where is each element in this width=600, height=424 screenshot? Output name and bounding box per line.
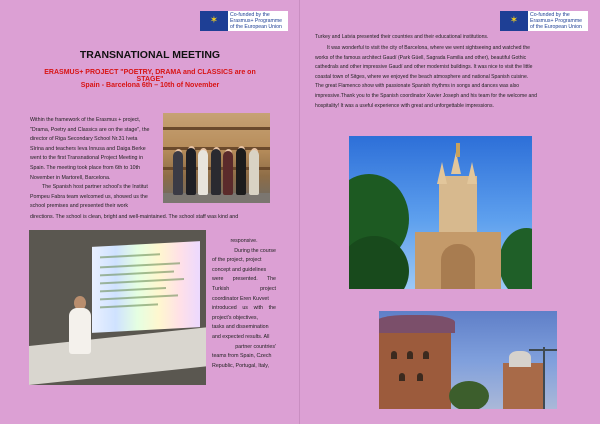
project-concept-paragraph: responsive. During the course of the project, project concept and guidelines were presented. The Turkish project coordinator Eren Kuvvet introduced us with the project's objectives, tasks and dissemination and expected results. All partner countries' teams from Spain, Czech Republic, Portugal, Italy, <box>212 238 276 369</box>
eu-flag-icon: ✶ <box>500 11 528 31</box>
host-school-paragraph: directions. The school is clean, bright and well-maintained. The school staff was kind and <box>30 214 239 220</box>
group-photo <box>163 113 270 203</box>
project-subtitle: ERASMUS+ PROJECT "POETRY, DRAMA and CLASSICS are on STAGE" <box>44 69 256 83</box>
intro-paragraph: Within the framework of the Erasmus + project, "Drama, Poetry and Classics are on the stage", the director of Riga Secondary School Nr.31 Iveta Sīrina and teachers Ieva Innusa and Daiga Berke went to the first Transnational Project Meeting in Spain. The meeting took place from 6th to 10th November in Martorell, Barcelona. The Spanish host partner school's the Institut Pompeu Fabra team welcomed us, showed us the school premises and presented their work <box>30 117 150 210</box>
erasmus-logo <box>500 11 588 31</box>
eu-flag-icon: ✶ <box>200 11 228 31</box>
park-guell-photo <box>379 311 557 409</box>
meeting-dates: Spain - Barcelona 6th – 10th of November <box>80 82 220 89</box>
erasmus-logo <box>200 11 288 31</box>
presentation-photo <box>29 230 206 385</box>
countries-paragraph: Turkey and Latvia presented their countries and their educational institutions. <box>315 34 489 40</box>
erasmus-logo-text: Co-funded by the Erasmus+ Programme of the European Union <box>228 11 288 31</box>
tibidabo-church-photo <box>349 136 532 289</box>
barcelona-paragraph: It was wonderful to visit the city of Barcelona, where we went sightseeing and watched the works of the famous architect Gaudí (Park Güell, Sagrada Familia and other), beautiful Gothic cathedrals and other impressive Gaudí and other modernist buildings. It was nice to visit the little coastal town of Sitges, where we enjoyed the beach atmosphere and national Spanish cuisine. The great Flamenco show with passionate Spanish rhythms in songs and dances was also impressive.Thank you to the Spanish coordinator Xavier Joseph and his team for the welcome and hospitality! It was a useful experience with great and unforgettable impressions. <box>315 45 537 109</box>
page-title: TRANSNATIONAL MEETING <box>79 49 221 61</box>
erasmus-logo-text: Co-funded by the Erasmus+ Programme of the European Union <box>528 11 588 31</box>
